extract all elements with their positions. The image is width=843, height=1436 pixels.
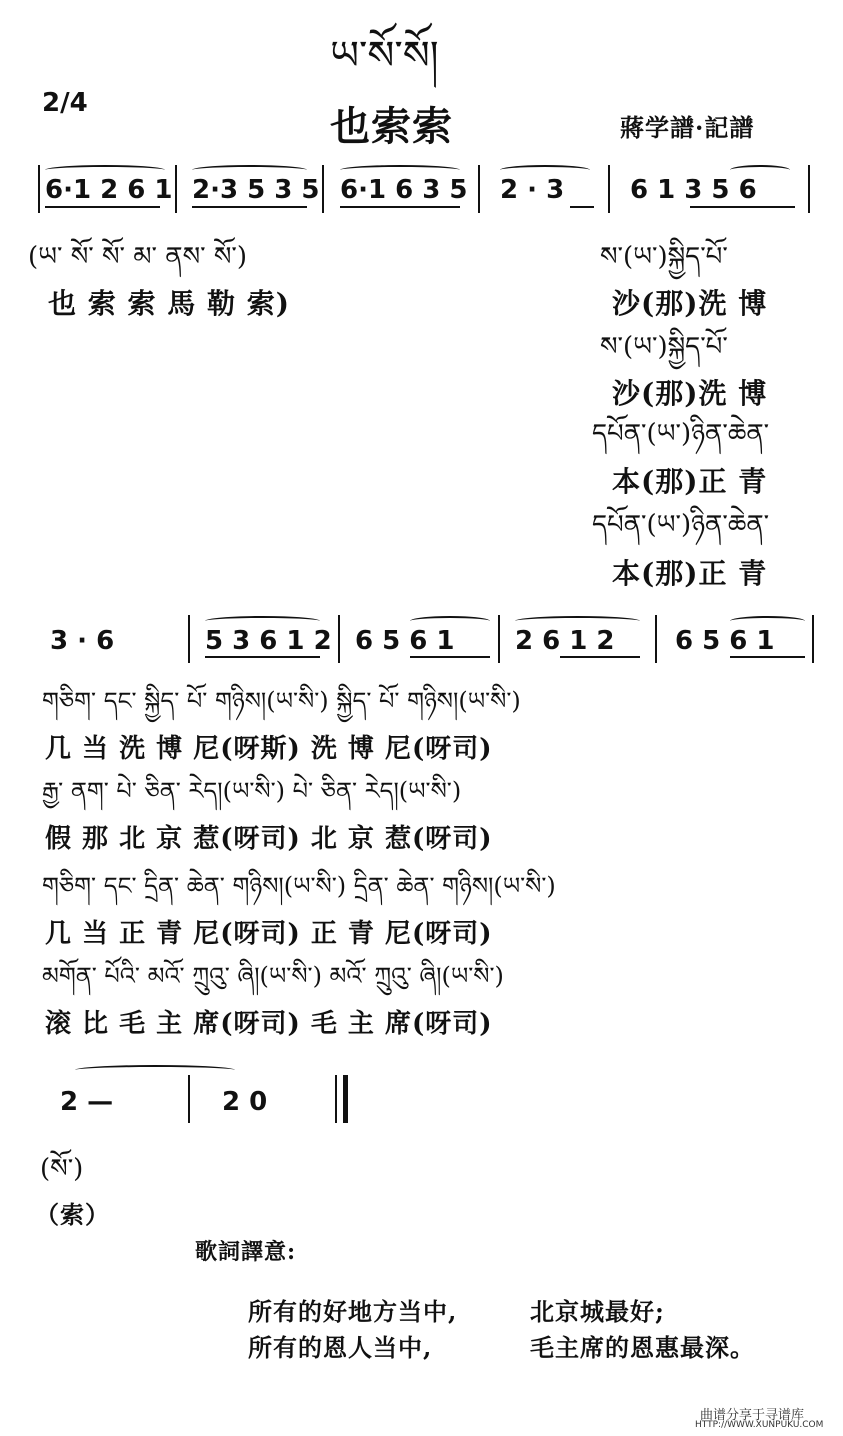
- barline: [498, 615, 500, 663]
- watermark-line1: 曲谱分享于寻谱库: [700, 1408, 805, 1423]
- measure: 2·3 5 3 5: [192, 175, 320, 205]
- measure: 6 5 6 1: [355, 626, 455, 656]
- measure: 2 · 3: [500, 175, 565, 205]
- beam: [205, 656, 320, 658]
- beam: [410, 656, 490, 658]
- watermark-line2: HTTP://WWW.XUNPUKU.COM: [695, 1420, 824, 1430]
- slur: [730, 165, 790, 175]
- verse-tibetan: དཔོན་(ཡ་)ཉིན་ཆེན་: [592, 510, 770, 540]
- beam: [192, 206, 307, 208]
- verse-chinese: 沙(那)洗 博: [612, 377, 768, 410]
- slur: [45, 165, 165, 175]
- barline: [188, 615, 190, 663]
- final-barline-thick: [343, 1075, 348, 1123]
- lyric-tibetan: མགོན་ པོའི་ མའོ་ ཀྲུའུ་ ཞི།(ཡ་སི་) མའོ་ ཀྲུའུ་ ཞི།(ཡ་སི་): [42, 962, 504, 990]
- measure: 2 —: [60, 1087, 114, 1117]
- translation-line-a: 所有的好地方当中,: [248, 1297, 458, 1326]
- measure: 5 3 6 1 2: [205, 626, 332, 656]
- time-signature: 2/4: [42, 88, 88, 118]
- credit: 蔣学譜·記譜: [620, 113, 755, 142]
- slur: [205, 616, 320, 626]
- lyric-tibetan: གཅིག་ དང་ སྐྱིད་ པོ་ གཉིས།(ཡ་སི་) སྐྱིད་ པོ་ གཉིས།(ཡ་སི་): [42, 687, 521, 715]
- lyric-tibetan: (སོ་): [40, 1154, 84, 1184]
- lyric-chinese: （索）: [35, 1200, 110, 1229]
- barline: [175, 165, 177, 213]
- verse-chinese: 本(那)正 青: [612, 465, 768, 498]
- verse-tibetan: དཔོན་(ཡ་)ཉིན་ཆེན་: [592, 419, 770, 449]
- barline: [188, 1075, 190, 1123]
- lyric-chinese: 几 当 洗 博 尼(呀斯) 洗 博 尼(呀司): [45, 734, 493, 764]
- measure: 6 5 6 1: [675, 626, 775, 656]
- lyric-chinese: 几 当 正 青 尼(呀司) 正 青 尼(呀司): [45, 919, 493, 949]
- barline: [338, 615, 340, 663]
- final-barline-thin: [335, 1075, 337, 1123]
- slur: [410, 616, 490, 626]
- lyric-tibetan: རྒྱ་ ནག་ པེ་ ཅིན་ རེད།(ཡ་སི་) པེ་ ཅིན་ རེད།(ཡ་སི་): [42, 777, 462, 805]
- barline: [478, 165, 480, 213]
- slur: [730, 616, 805, 626]
- translation-line-a: 所有的恩人当中,: [248, 1333, 433, 1362]
- barline: [655, 615, 657, 663]
- beam: [690, 206, 795, 208]
- beam: [560, 656, 640, 658]
- translation-line-b: 北京城最好;: [530, 1297, 665, 1326]
- measure: 3 · 6: [50, 626, 115, 656]
- verse-chinese: 本(那)正 青: [612, 557, 768, 590]
- lyric-chinese: 假 那 北 京 惹(呀司) 北 京 惹(呀司): [45, 824, 493, 854]
- tibetan-title: ཡ་སོ་སོ།: [330, 33, 439, 79]
- slur: [340, 165, 460, 175]
- barline: [608, 165, 610, 213]
- translation-line-b: 毛主席的恩惠最深。: [530, 1333, 755, 1362]
- measure: 2 0: [222, 1087, 268, 1117]
- beam: [730, 656, 805, 658]
- barline: [808, 165, 810, 213]
- lyric-tibetan: གཅིག་ དང་ དྲིན་ ཆེན་ གཉིས།(ཡ་སི་) དྲིན་ ཆེན་ གཉིས།(ཡ་སི་): [42, 872, 556, 900]
- barline: [812, 615, 814, 663]
- page-title: 也索索: [330, 103, 453, 150]
- verse-chinese: 沙(那)洗 博: [612, 287, 768, 320]
- slur: [192, 165, 307, 175]
- measure: 2 6 1 2: [515, 626, 615, 656]
- barline: [38, 165, 40, 213]
- verse-tibetan: ས་(ཡ་)སྐྱིད་པོ་: [600, 332, 728, 362]
- measure: 6·1 6 3 5: [340, 175, 468, 205]
- beam: [45, 206, 160, 208]
- beam: [570, 206, 594, 208]
- measure: 6·1 2 6 1: [45, 175, 173, 205]
- measure: 6 1 3 5 6: [630, 175, 757, 205]
- slur: [75, 1065, 235, 1075]
- verse-tibetan: ས་(ཡ་)སྐྱིད་པོ་: [600, 242, 728, 272]
- translation-heading: 歌詞譯意:: [195, 1239, 297, 1265]
- slur: [515, 616, 640, 626]
- beam: [340, 206, 460, 208]
- slur: [500, 165, 590, 175]
- lyric-chinese: 滚 比 毛 主 席(呀司) 毛 主 席(呀司): [45, 1009, 493, 1039]
- lyric-chinese: 也 索 索 馬 勒 索): [48, 287, 290, 320]
- barline: [322, 165, 324, 213]
- lyric-tibetan: (ཡ་ སོ་ སོ་ མ་ ནས་ སོ་): [28, 242, 248, 272]
